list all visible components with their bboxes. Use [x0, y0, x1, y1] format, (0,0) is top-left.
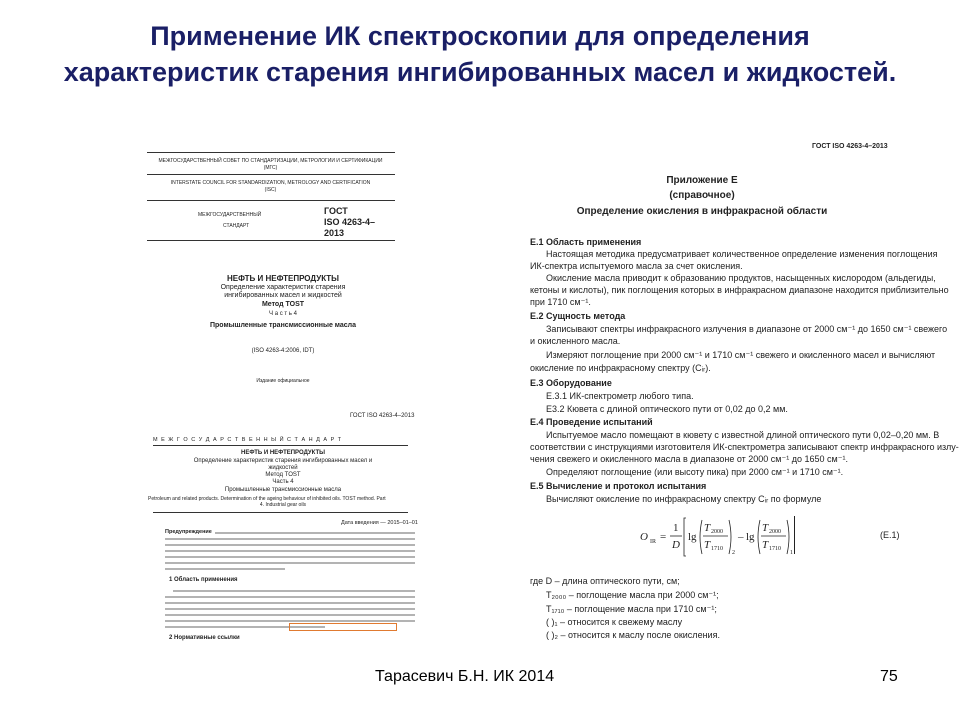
where-t1710: T₁₇₁₀ – поглощение масла при 1710 см⁻¹; — [546, 604, 717, 614]
svg-text:T: T — [762, 522, 769, 534]
interstate-standard-spaced: М Е Ж Г О С У Д А Р С Т В Е Н Н Ы Й С Т А Н Д А Р Т — [153, 437, 343, 443]
svg-text:IR: IR — [650, 539, 656, 545]
svg-text:–: – — [738, 531, 744, 543]
page-number: 75 — [880, 668, 898, 685]
svg-text:1710: 1710 — [711, 546, 723, 552]
doc-part-title: Промышленные трансмиссионные масла — [209, 322, 357, 329]
doc-heading: НЕФТЬ И НЕФТЕПРОДУКТЫ — [227, 274, 339, 283]
e1-line5: при 1710 см⁻¹. — [530, 297, 591, 307]
svg-text:1710: 1710 — [769, 546, 781, 552]
council-ru-abbr: (МГС) — [263, 165, 278, 171]
std-label-1: МЕЖГОСУДАРСТВЕННЫЙ — [198, 212, 262, 218]
doc-sub1: Определение характеристик старения — [220, 284, 346, 291]
doc-s2-2: жидкостей — [268, 465, 298, 471]
gost-label-1: ГОСТ — [324, 206, 348, 216]
e1-line2: ИК-спектра испытуемого масла за счет окисления. — [530, 261, 743, 271]
divider — [147, 152, 395, 153]
doc-s2-en2: 4. Industrial gear oils — [259, 502, 307, 508]
svg-text:lg: lg — [688, 531, 697, 543]
section-e1: Е.1 Область применения — [530, 237, 642, 247]
doc-part: Ч а с т ь 4 — [269, 311, 297, 317]
e1-line1: Настоящая методика предусматривает количественное определение изменения поглощения — [546, 249, 938, 259]
slide-title-line2: характеристик старения ингибированных масел и жидкостей. — [63, 57, 897, 87]
svg-text:O: O — [640, 531, 648, 543]
e2-line4: окисление по инфракрасному спектру (Cᵢᵣ). — [530, 363, 711, 373]
svg-text:T: T — [704, 522, 711, 534]
e3-item2: Е3.2 Кювета с длиной оптического пути от 0,02 до 0,2 мм. — [546, 404, 788, 414]
appendix-title: Определение окисления в инфракрасной области — [576, 206, 828, 217]
svg-text:2000: 2000 — [769, 529, 781, 535]
e1-line3: Окисление масла приводит к образованию продуктов, насыщенных кислородом (альдегиды, — [546, 273, 936, 283]
svg-text:=: = — [660, 531, 667, 543]
e4-line4: Определяют поглощение (или высоту пика) при 2000 см⁻¹ и 1710 см⁻¹. — [546, 467, 844, 477]
divider — [147, 174, 395, 175]
appendix-ref: (справочное) — [669, 190, 735, 201]
doc-s2-en1: Petroleum and related products. Determination of the ageing behaviour of inhibited oils. TOST method. Part — [148, 496, 386, 502]
council-en-abbr: (ISC) — [264, 187, 277, 193]
svg-text:T: T — [762, 539, 769, 551]
slide-title-line1: Применение ИК спектроскопии для определения — [150, 21, 810, 51]
e5-line1: Вычисляют окисление по инфракрасному спектру Cᵢᵣ по формуле — [546, 494, 822, 504]
e2-line1: Записывают спектры инфракрасного излучения в диапазоне от 2000 см⁻¹ до 1650 см⁻¹ свежего — [546, 324, 948, 334]
formula-bracket — [794, 516, 795, 554]
left-scanned-document — [143, 150, 418, 650]
doc-section-1: 1 Область применения — [169, 577, 238, 583]
section-e3: Е.3 Оборудование — [530, 378, 612, 388]
right-scanned-document — [488, 140, 959, 645]
footer-author: Тарасевич Б.Н. ИК 2014 — [375, 668, 555, 685]
divider — [147, 200, 395, 201]
e4-line2: соответствии с инструкциями изготовителя ИК-спектрометра записывают спектр инфракрасного излу- — [530, 442, 959, 452]
doc-gost-ref: ГОСТ ISO 4263-4–2013 — [350, 413, 415, 419]
divider — [153, 512, 408, 513]
svg-text:lg: lg — [746, 531, 755, 543]
svg-text:2000: 2000 — [711, 529, 723, 535]
doc-heading-2: НЕФТЬ И НЕФТЕПРОДУКТЫ — [241, 450, 325, 456]
divider — [153, 445, 408, 446]
svg-text:T: T — [704, 539, 711, 551]
doc-method: Метод TOST — [261, 301, 305, 308]
doc-section-2: 2 Нормативные ссылки — [169, 635, 240, 641]
gost-header: ГОСТ ISO 4263-4–2013 — [812, 143, 888, 150]
where-line: где D – длина оптического пути, см; — [530, 576, 680, 586]
doc-s2-1: Определение характеристик старения ингибированных масел и — [193, 458, 373, 464]
doc-sub2: ингибированных масел и жидкостей — [224, 292, 342, 299]
where-fresh: ( )₁ – относится к свежему маслу — [546, 617, 683, 627]
e3-item1: Е.3.1 ИК-спектрометр любого типа. — [546, 391, 694, 401]
gost-label-2: ISO 4263-4– — [324, 217, 376, 227]
svg-text:2: 2 — [732, 550, 735, 556]
svg-text:1: 1 — [673, 522, 679, 534]
where-oxidized: ( )₂ – относится к маслу после окисления. — [546, 630, 720, 640]
svg-text:1: 1 — [790, 550, 793, 556]
e4-line3: чения свежего и окисленного масла в диапазоне от 2000 см⁻¹ до 1650 см⁻¹. — [530, 454, 848, 464]
doc-warning-lead: Предупреждение — [165, 529, 212, 535]
doc-s2-4: Часть 4 — [272, 479, 294, 485]
equation-label: (Е.1) — [880, 530, 900, 540]
e2-line2: и окисленного масла. — [530, 336, 621, 346]
slide-title — [0, 18, 960, 90]
divider — [147, 240, 395, 241]
e1-line4: кетоны и кислоты), пик поглощения которых в инфракрасном диапазоне находится приблизительно — [530, 285, 949, 295]
svg-text:D: D — [672, 539, 680, 551]
appendix-label: Приложение Е — [666, 175, 738, 186]
doc-date: Дата введения — 2015–01–01 — [341, 520, 418, 526]
std-label-2: СТАНДАРТ — [223, 223, 250, 229]
council-en: INTERSTATE COUNCIL FOR STANDARDIZATION, METROLOGY AND CERTIFICATION — [170, 180, 371, 186]
e2-line3: Измеряют поглощение при 2000 см⁻¹ и 1710 см⁻¹ свежего и окисленного масел и вычисляют — [546, 350, 936, 360]
doc-s2-3: Метод TOST — [265, 472, 301, 478]
doc-s2-5: Промышленные трансмиссионные масла — [224, 487, 342, 493]
where-t2000: T₂₀₀₀ – поглощение масла при 2000 см⁻¹; — [546, 590, 719, 600]
doc-iso-ref: (ISO 4263-4:2006, IDT) — [251, 348, 315, 354]
section-e5: Е.5 Вычисление и протокол испытания — [530, 481, 707, 491]
oxidation-formula — [638, 512, 798, 562]
gost-label-3: 2013 — [324, 228, 345, 238]
doc-edition: Издание официальное — [256, 378, 310, 384]
council-ru: МЕЖГОСУДАРСТВЕННЫЙ СОВЕТ ПО СТАНДАРТИЗАЦИИ, МЕТРОЛОГИИ И СЕРТИФИКАЦИИ — [158, 158, 383, 164]
section-e2: Е.2 Сущность метода — [530, 311, 626, 321]
highlight-box — [289, 623, 397, 631]
section-e4: Е.4 Проведение испытаний — [530, 417, 653, 427]
e4-line1: Испытуемое масло помещают в кювету с известной длиной оптического пути 0,02–0,20 мм. В — [546, 430, 940, 440]
